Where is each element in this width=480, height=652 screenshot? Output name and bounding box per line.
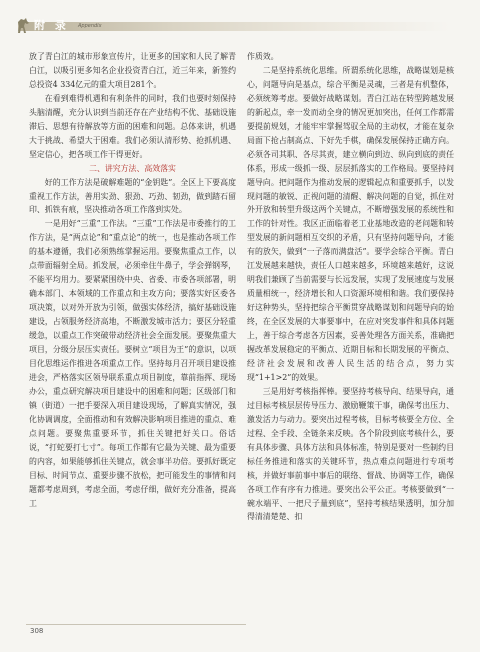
section-title: 附 录 [34,19,69,32]
page-header [0,0,480,44]
section-heading: 二、讲究方法、高效落实 [89,163,176,173]
paragraph: 在看到难得机遇和有利条件的同时，我们也要时刻保持头脑清醒，充分认识到当前还存在产业结构不优、基础设施滞后、思想有待解放等方面的困难和问题。总体来讲，机遇大于挑战、希望大于困难。我们必须认清形势、抢抓机遇、坚定信心，把各项工作干得更好。 [29,93,236,159]
footer-rule [26,624,246,625]
paragraph: 三是用好考核指挥棒。要坚持考核导向、结果导向，通过目标考核层层传导压力、激励鞭策干事，确保考出压力、激发活力与动力。要突出过程考核，目标考核要全方位、全过程、全手段、全链条来反映。各个阶段到底考核什么，要有具体步骤、具体方法和具体标准，特别是要对一些制约目标任务推进和落实的关键环节，热点难点问题进行专项考核，并做好事前事中事后的联络、督战、协调等工作，确保各项工作有序有力推进。要突出公平公正。考核要做到“一碗水端平、一把尺子量到底”，坚持考核结果透明，加分加得清清楚楚、扣 [247,386,454,522]
horse-logo-icon [16,17,30,35]
right-column [247,50,454,524]
paragraph: 二是坚持系统化思维。所谓系统化思维，战略谋划是核心，问题导向是基点，综合平衡是灵魂，三者是有机整体，必须统筹考虑。要做好战略谋划。青白江站在转型跨越发展的新起点，牵一发而动全身的情况更加突出，任何工作都需要提前规划，才能牢牢掌握驾驭全局的主动权，才能在复杂局面下抢占制高点、下好先手棋，确保发展保持正确方向。必须各司其职、各尽其责，建立横向到边、纵向到底的责任体系，形成一级抓一级、层层抓落实的工作格局。要坚持问题导向。把问题作为推动发展的逻辑起点和重要抓手，以发现问题的敏锐、正视问题的清醒、解决问题的自觉，抓住对外开放和转型升级这两个关键点，不断增强发展的系统性和工作的针对性。我区正面临着老工业基地改造的老问题和转型发展的新问题相互交织的矛盾，只有坚持问题导向，才能有的放矢，做到“一子落而满盘活”。要学会综合平衡。青白江发展越来越快，责任人口越来越多，环境越来越好，这说明我们兼顾了当前需要与长远发展，实现了发展速度与发展质量相统一，经济增长和人口资源环境相和谐。我们要保持好这种势头，坚持把综合平衡贯穿战略谋划和问题导向的始终，在全区发展的大事要事中，在应对突发事件和具体问题上，善于综合考虑各方因素，妥善处理各方面关系，准确把握改革发展稳定的平衡点、近期目标和长期发展的平衡点、经济社会发展和改善人民生活的结合点，努力实现“1+1>2”的效果。 [247,65,454,382]
paragraph: 好的工作方法是破解难题的“金钥匙”。全区上下要高度重视工作方法，善用实劲、狠劲、巧劲、韧劲，做到踏石留印、抓铁有痕，坚决推动各项工作落到实处。 [29,177,236,215]
paragraph: 一是用好“三重”工作法。“三重”工作法是市委推行的工作方法，是“两点论”和“重点论”的统一，也是推动各项工作的基本遵循，我们必须熟练掌握运用。要聚焦重点工作，以点带面辐射全局。抓发展，必须牵住牛鼻子，学会弹钢琴，不能平均用力。要紧紧围绕中央、省委、市委各项部署，明确本部门、本领域的工作重点和主攻方向；要落实好区委各项决策，以对外开放为引领，做强实体经济，搞好基础设施建设，占领服务经济高地，不断激发城市活力；要区分轻重缓急，以重点工作突破带动经济社会全面发展。要聚焦重大项目，分级分层压实责任。要树立“项目为王”的意识，以项目化思维运作推进各项重点工作。坚持每月召开项目建设推进会，严格落实区领导联系重点项目制度，靠前指挥、现场办公，重点研究解决项目建设中的困难和问题；区级部门和镇（街道）一把手要深入项目建设现场，了解真实情况，强化协调调度，全面推动和有效解决影响项目推进的重点、难点问题。要聚焦重要环节，抓住关键把好关口。俗话说，“打蛇要打七寸”。每项工作都有它最为关键、最为重要的内容，如果能够抓住关键点，就会事半功倍。要抓好既定目标、时间节点、重要步骤不放松，把可能发生的事情和问题都考虑周到，考虑全面，考虑仔细，做好充分准备，提高工 [29,219,236,508]
paragraph: 作质效。 [247,52,279,61]
section-subtitle: Appendix [78,23,102,29]
page-number: 308 [30,627,44,635]
paragraph: 放了青白江的城市形象宣传片，让更多的国家和人民了解青白江，以吸引更多知名企业投资青白江，近三年来，新签约总投资4 334亿元的重大项目281个。 [29,52,236,89]
left-column [29,50,236,510]
